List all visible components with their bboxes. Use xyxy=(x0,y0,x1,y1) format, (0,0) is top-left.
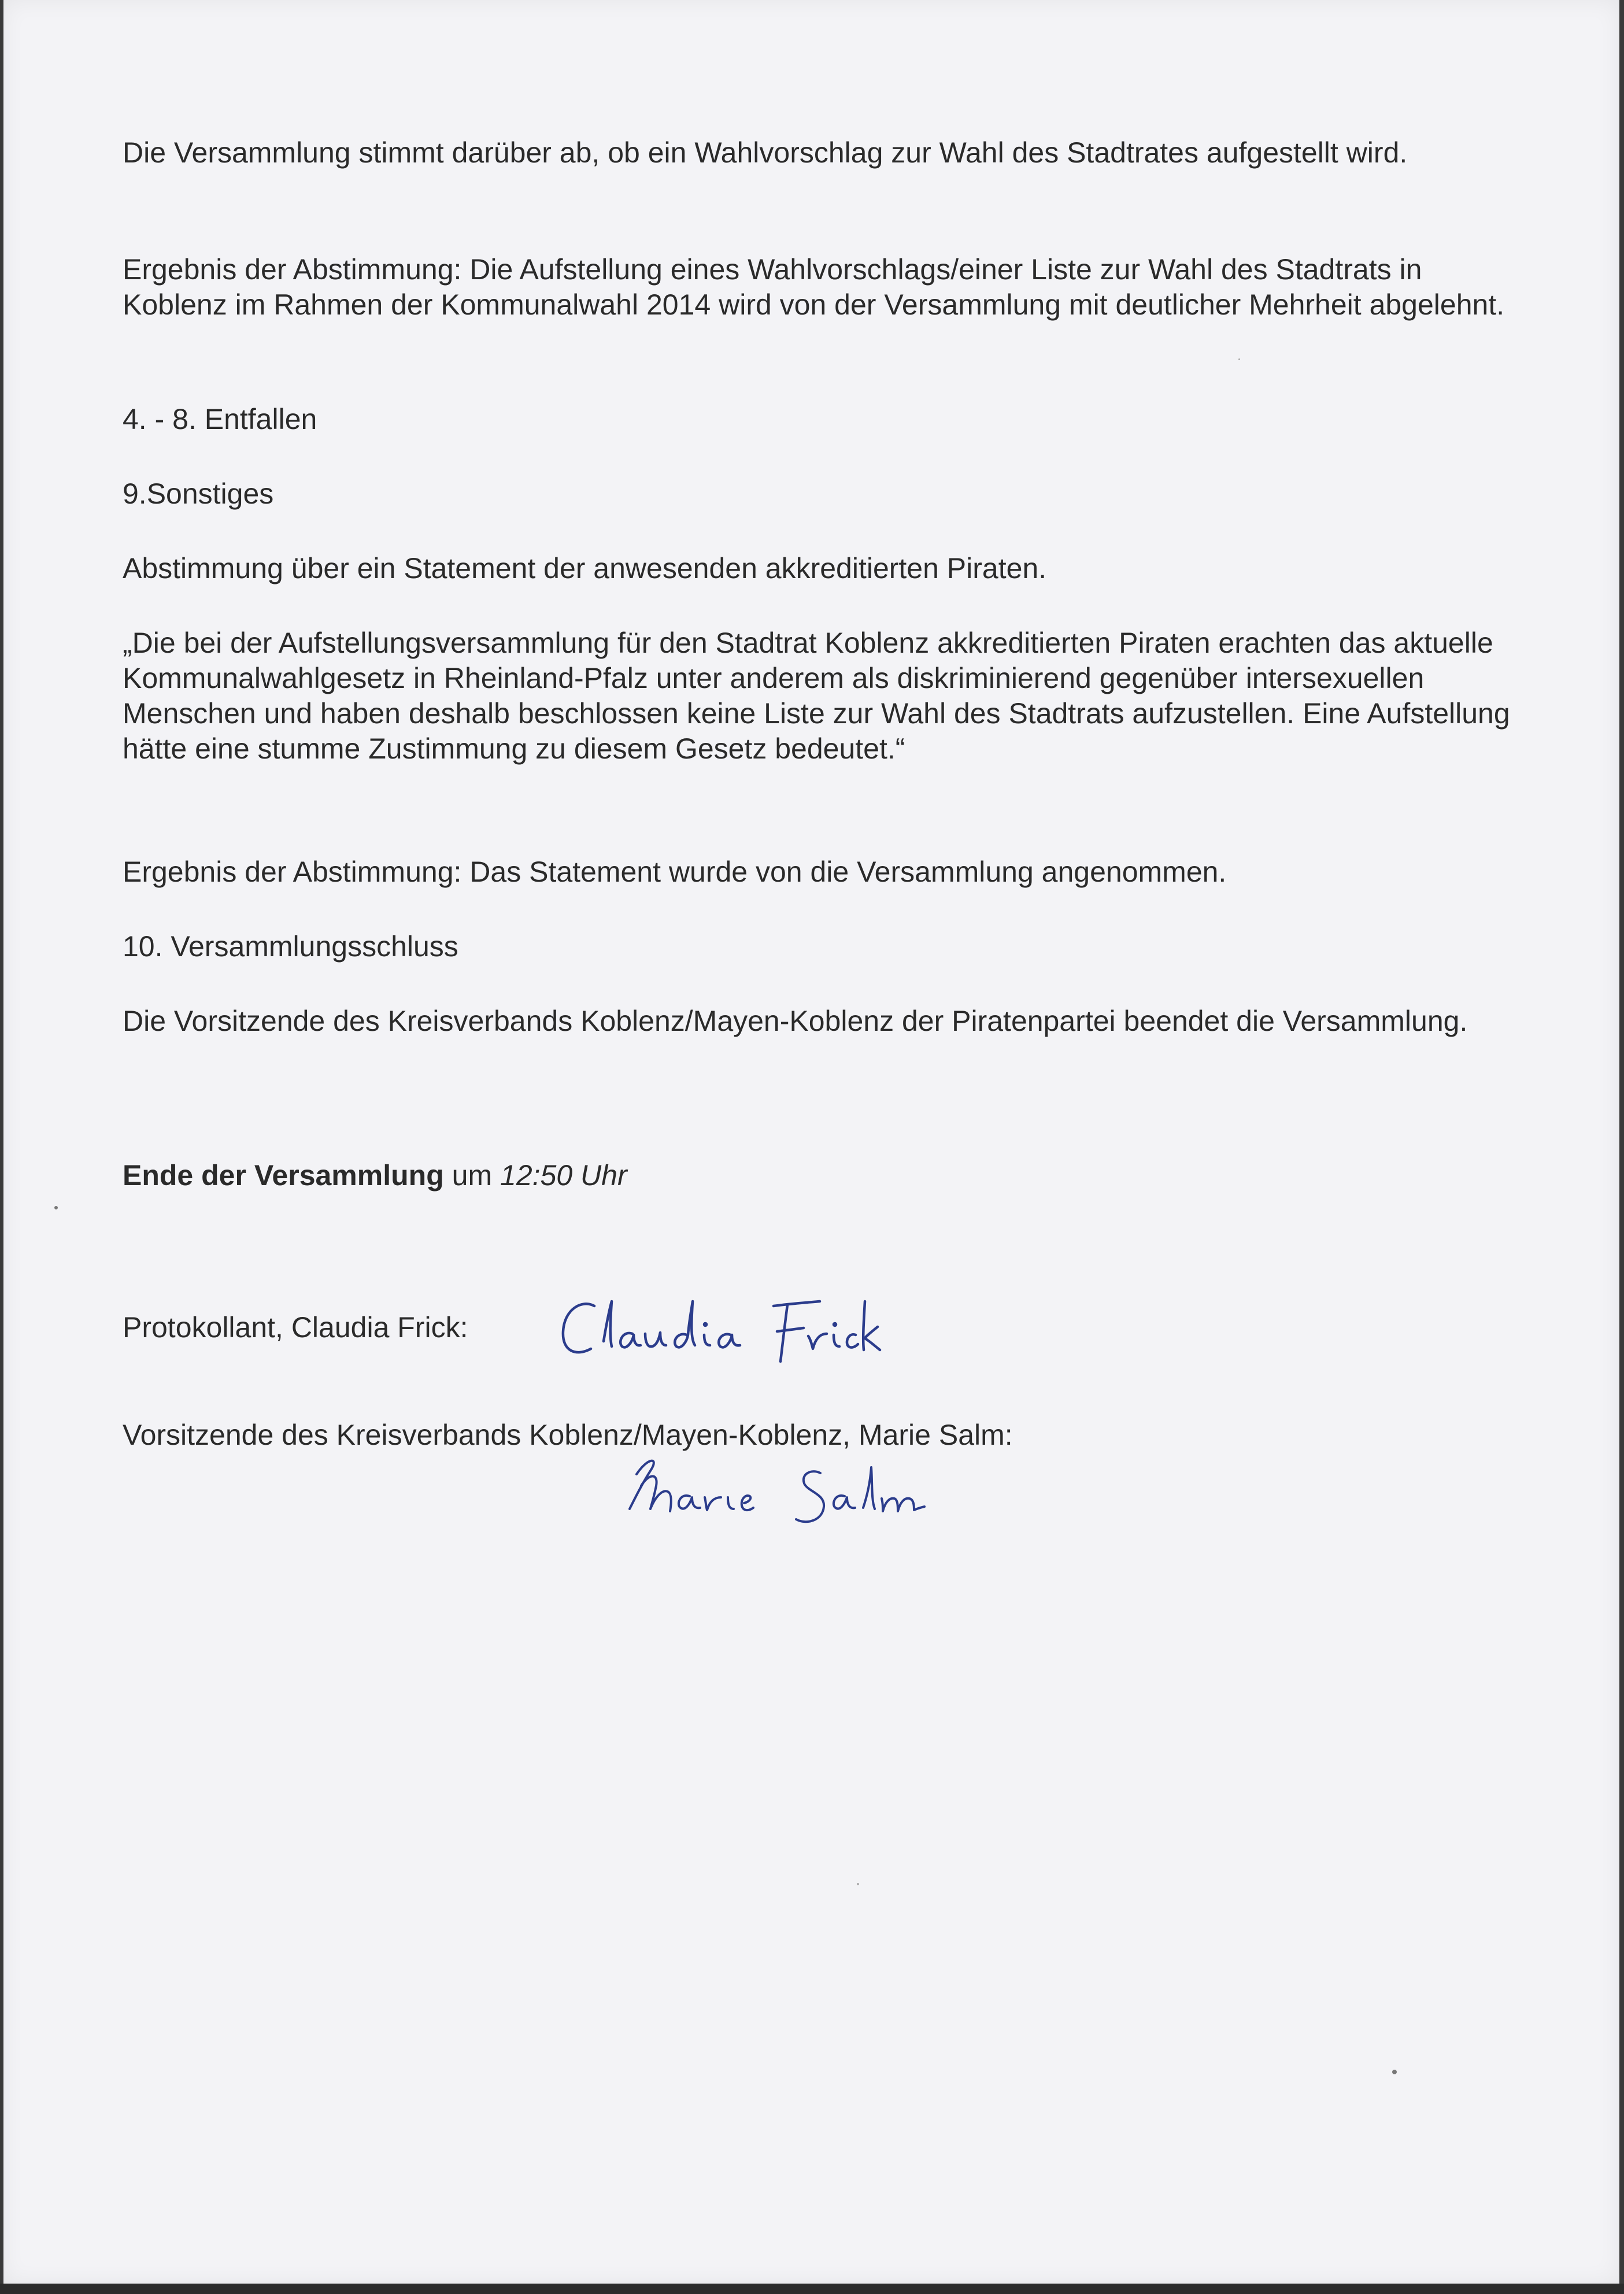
document-page xyxy=(3,0,1619,2284)
signature-frick xyxy=(558,1286,882,1373)
item-9-heading: 9.Sonstiges xyxy=(123,478,274,510)
vote-intro-paragraph: Die Versammlung stimmt darüber ab, ob ein Wahlvorschlag zur Wahl des Stadtrates aufgestellt wird. xyxy=(123,136,1408,169)
vorsitzende-label: Vorsitzende des Kreisverbands Koblenz/Mayen-Koblenz, Marie Salm: xyxy=(123,1419,1013,1451)
scan-speck xyxy=(1238,358,1240,360)
scanner-edge xyxy=(0,2284,1624,2294)
scan-speck xyxy=(1392,2070,1397,2074)
signature-salm xyxy=(625,1451,972,1538)
scan-speck xyxy=(54,1206,58,1209)
item-10-heading: 10. Versammlungsschluss xyxy=(123,930,458,963)
closing-paragraph: Die Vorsitzende des Kreisverbands Koblenz/Mayen-Koblenz der Piratenpartei beendet die Versammlung. xyxy=(123,1005,1468,1037)
vote-result-paragraph: Ergebnis der Abstimmung: Die Aufstellung eines Wahlvorschlags/einer Liste zur Wahl des Stadtrats in Koblenz im Rahmen der Kommunalwahl 2014 wird von der Versammlung mit deutlicher Mehrheit abgelehnt. xyxy=(123,253,1505,321)
end-connector: um xyxy=(452,1159,493,1192)
scan-speck xyxy=(857,1883,859,1885)
statement-quote: „Die bei der Aufstellungsversammlung für den Stadtrat Koblenz akkreditierten Piraten erachten das aktuelle Kommunalwahlgesetz in Rheinland-Pfalz unter anderem als diskriminierend gegenüber intersexuellen Menschen und haben deshalb beschlossen keine Liste zur Wahl des Stadtrats aufzustellen. Eine Aufstellung hätte eine stumme Zustimmung zu diesem Gesetz bedeutet.“ xyxy=(123,627,1510,765)
end-time: 12:50 Uhr xyxy=(500,1159,627,1192)
end-label: Ende der Versammlung xyxy=(123,1159,444,1192)
statement-result-paragraph: Ergebnis der Abstimmung: Das Statement wurde von die Versammlung angenommen. xyxy=(123,856,1227,888)
item-4-8-heading: 4. - 8. Entfallen xyxy=(123,403,317,435)
end-of-meeting-line xyxy=(123,1158,1510,1193)
statement-vote-paragraph: Abstimmung über ein Statement der anwesenden akkreditierten Piraten. xyxy=(123,552,1047,584)
protokollant-label: Protokollant, Claudia Frick: xyxy=(123,1311,468,1344)
